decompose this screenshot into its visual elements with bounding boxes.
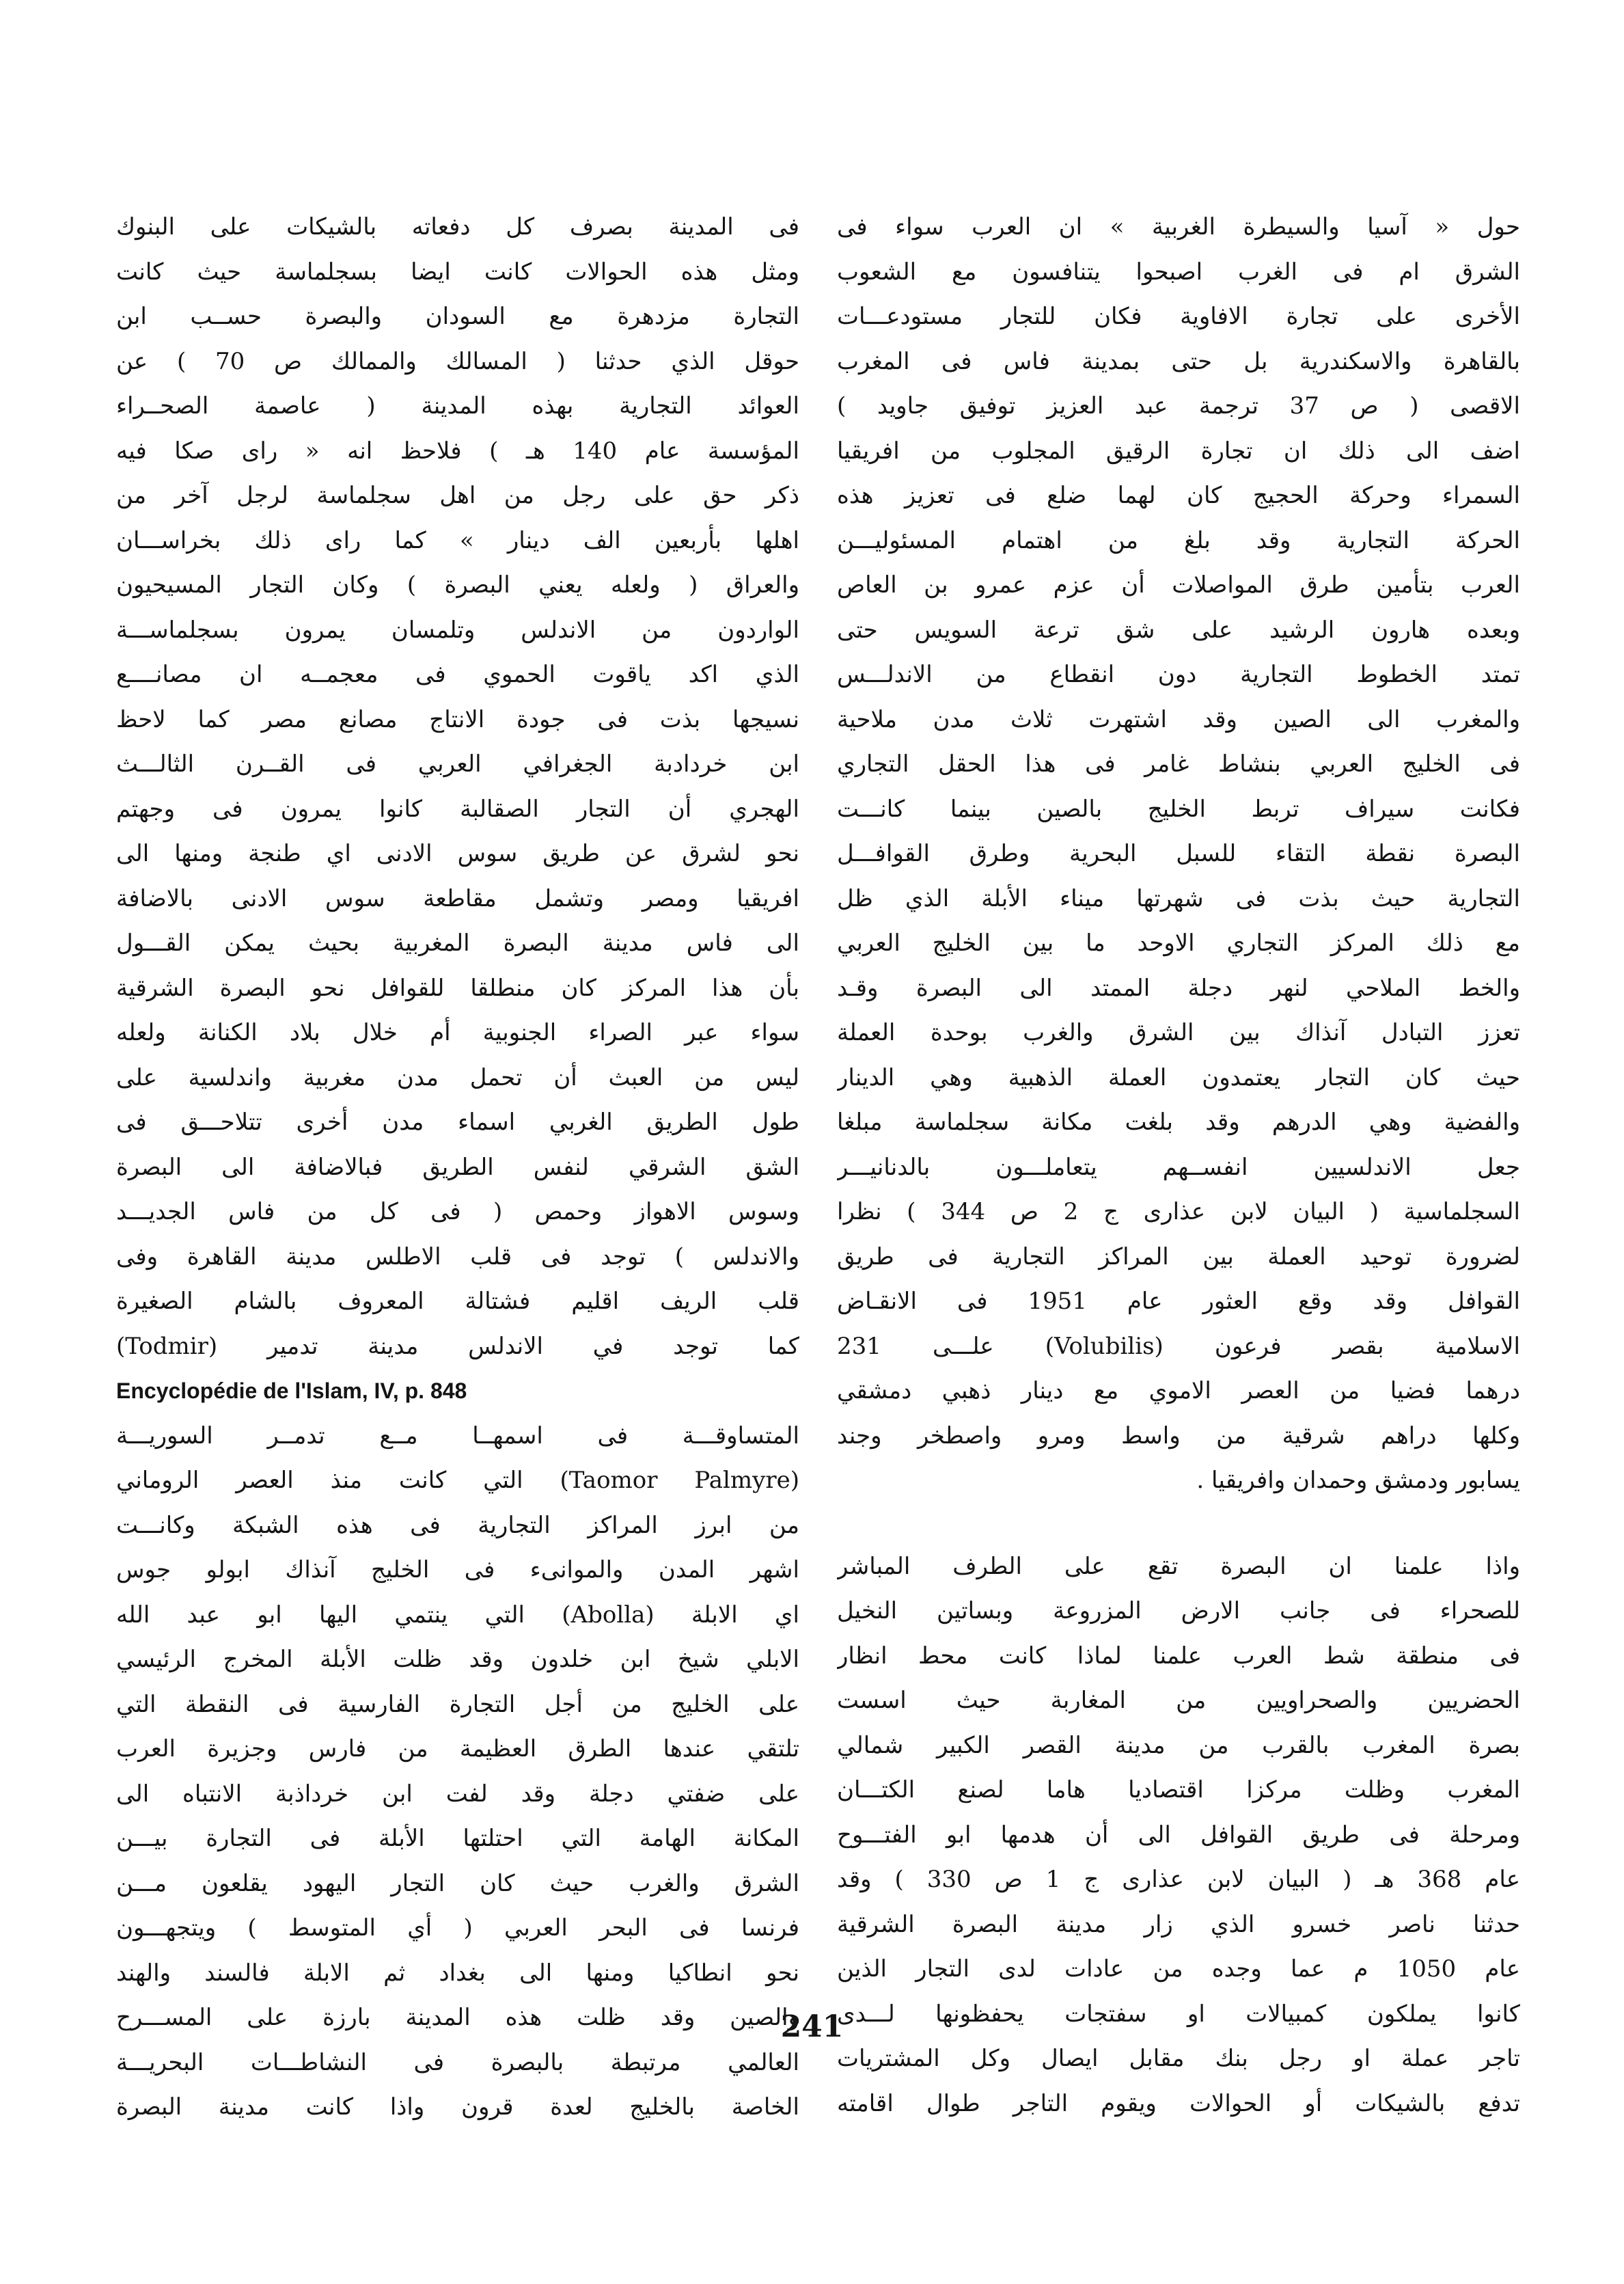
text-line: والخط الملاحي لنهر دجلة الممتد الى البصرة وقـد [837, 974, 1520, 1002]
text-line: سواء عبر الصراء الجنوبية أم خلال بلاد الكنانة ولعله [116, 1019, 799, 1046]
text-line: للصحراء فى جانب الارض المزروعة وبساتين النخيل [837, 1597, 1520, 1624]
text-line: الابلي شيخ ابن خلدون وقد ظلت الأبلة المخرج الرئيسي [116, 1646, 799, 1673]
text-line: تمتد الخطوط التجارية دون انقطاع من الاندلـــس [837, 661, 1520, 688]
text-line: فرنسا فى البحر العربي ( أي المتوسط ) ويتجهـــون [116, 1914, 799, 1942]
text-line: قلب الريف اقليم فشتالة المعروف بالشام الصغيرة [116, 1288, 799, 1315]
text-line: الذي اكد ياقوت الحموي فى معجمــه ان مصانــــع [116, 661, 799, 688]
text-line: المتساوقـــة فى اسمهــا مــع تدمــر السوريـــة [116, 1422, 799, 1450]
text-line: فى الخليج العربي بنشاط غامر فى هذا الحقل التجاري [837, 750, 1520, 778]
text-line: وسوس الاهواز وحمص ( فى كل من فاس الجديـــد [116, 1198, 799, 1225]
text-line: ذكر حق على رجل من اهل سجلماسة لرجل آخر من [116, 482, 799, 509]
text-line: المؤسسة عام 140 هـ ) فلاحظ انه « راى صكا فيه [116, 437, 799, 465]
text-line: (Taomor Palmyre) التي كانت منذ العصر الروماني [116, 1467, 799, 1494]
text-line: الأخرى على تجارة الافاوية فكان للتجار مستودعـــات [837, 303, 1520, 330]
text-line: الشرق والغرب حيث كان التجار اليهود يقلعون مـــن [116, 1869, 799, 1897]
text-line: الهجري أن التجار الصقالبة كانوا يمرون فى وجهتم [116, 795, 799, 823]
text-line: افريقيا ومصر وتشمل مقاطعة سوس الادنى بالاضافة [116, 884, 799, 912]
text-line: درهما فضيا من العصر الاموي مع دينار ذهبي دمشقي [837, 1377, 1520, 1404]
text-line: تلتقي عندها الطرق العظيمة من فارس وجزيرة العرب [116, 1735, 799, 1763]
text-line: حول « آسيا والسيطرة الغربية » ان العرب سواء فى [837, 213, 1520, 241]
left-column [116, 205, 799, 2130]
text-line: والعراق ( ولعله يعني البصرة ) وكان التجار المسيحيون [116, 571, 799, 599]
text-line: نحو لشرق عن طريق سوس الادنى اي طنجة ومنها الى [116, 840, 799, 867]
text-line: حوقل الذي حدثنا ( المسالك والممالك ص 70 ) عن [116, 347, 799, 375]
text-line: التجارة مزدهرة مع السودان والبصرة حســب ابن [116, 303, 799, 330]
text-line: تعزز التبادل آنذاك بين الشرق والغرب بوحدة العملة [837, 1019, 1520, 1046]
text-line: الحضريين والصحراويين من المغاربة حيث اسست [837, 1687, 1520, 1714]
text-line: اضف الى ذلك ان تجارة الرقيق المجلوب من افريقيا [837, 437, 1520, 465]
text-line: فكانت سيراف تربط الخليج بالصين بينما كانـــت [837, 795, 1520, 823]
text-line: والاندلس ) توجد فى قلب الاطلس مدينة القاهرة وفى [116, 1242, 799, 1270]
text-line: وبعده هارون الرشيد على شق ترعة السويس حتى [837, 616, 1520, 644]
text-line: الخاصة بالخليج لعدة قرون واذا كانت مدينة البصرة [116, 2093, 799, 2121]
text-line: الحركة التجارية وقد بلغ من اهتمام المسئوليـــن [837, 526, 1520, 554]
text-line: فى منطقة شط العرب علمنا لماذا كانت محط انظار [837, 1642, 1520, 1670]
text-line: السمراء وحركة الحجيج كان لهما ضلع فى تعزيز هذه [837, 482, 1520, 509]
text-line: الشق الشرقي لنفس الطريق فبالاضافة الى البصرة [116, 1153, 799, 1181]
text-line: الى فاس مدينة البصرة المغربية بحيث يمكن القـــول [116, 929, 799, 957]
page-number: 241 [780, 2009, 844, 2044]
text-line: العرب بتأمين طرق المواصلات أن عزم عمرو بن العاص [837, 571, 1520, 599]
text-line: من ابرز المراكز التجارية فى هذه الشبكة وكانـــت [116, 1511, 799, 1539]
text-line: ومثل هذه الحوالات كانت ايضا بسجلماسة حيث كانت [116, 258, 799, 286]
text-line: فى المدينة بصرف كل دفعاته بالشيكات على البنوك [116, 213, 799, 241]
paragraph-gap [837, 1504, 1520, 1545]
paragraph-1 [837, 205, 1520, 1504]
text-line: العوائد التجارية بهذه المدينة ( عاصمة الصحــراء [116, 392, 799, 420]
text-line: البصرة نقطة التقاء للسبل البحرية وطرق القوافـــل [837, 840, 1520, 867]
text-line: واذا علمنا ان البصرة تقع على الطرف المباشر [837, 1552, 1520, 1580]
text-line: العالمي مرتبطة بالبصرة فى النشاطـــات البحريـــة [116, 2048, 799, 2076]
text-line: المغرب وظلت مركزا اقتصاديا هاما لصنع الكتـــان [837, 1776, 1520, 1804]
text-line: يسابور ودمشق وحمدان وافريقيا . [1196, 1467, 1520, 1494]
text-line: والمغرب الى الصين وقد اشتهرت ثلاث مدن ملاحية [837, 705, 1520, 733]
text-block-1 [116, 205, 799, 1369]
text-line: ومرحلة فى طريق القوافل الى أن هدمها ابو الفتـــوح [837, 1821, 1520, 1849]
text-line: مع ذلك المركز التجاري الاوحد ما بين الخليج العربي [837, 929, 1520, 957]
text-line: التجارية حيث بذت فى شهرتها ميناء الأبلة الذي ظل [837, 884, 1520, 912]
text-line: المكانة الهامة التي احتلتها الأبلة فى التجارة بيـــن [116, 1825, 799, 1852]
text-line: تدفع بالشيكات أو الحوالات ويقوم التاجر طوال اقامته [837, 2089, 1520, 2117]
text-line: لضرورة توحيد العملة بين المراكز التجارية فى طريق [837, 1242, 1520, 1270]
text-line: الواردون من الاندلس وتلمسان يمرون بسجلماســـة [116, 616, 799, 644]
text-line: وكلها دراهم شرقية من واسط ومرو واصطخر وجند [837, 1422, 1520, 1450]
reference-citation: Encyclopédie de l'Islam, IV, p. 848 [116, 1378, 467, 1403]
text-line: كانوا يملكون كمبيالات او سفتجات يحفظونها لـــدى [837, 2000, 1520, 2028]
text-line: الشرق ام فى الغرب اصبحوا يتنافسون مع الشعوب [837, 258, 1520, 286]
text-line: اهلها بأربعين الف دينار » كما راى ذلك بخراســـان [116, 526, 799, 554]
text-line: بأن هذا المركز كان منطلقا للقوافل نحو البصرة الشرقية [116, 974, 799, 1002]
text-line: نحو انطاكيا ومنها الى بغداد ثم الابلة فالسند والهند [116, 1959, 799, 1987]
text-line: عام 1050 م عما وجده من عادات لدى التجار الذين [837, 1955, 1520, 1983]
text-line: جعل الاندلسيين انفســهم يتعاملـــون بالدنانيـــر [837, 1153, 1520, 1181]
text-line: الاسلامية بقصر فرعون (Volubilis) علـــى 231 [837, 1332, 1520, 1360]
text-line: اشهر المدن والموانىء فى الخليج آنذاك ابولو جوس [116, 1556, 799, 1583]
text-line: السجلماسية ( البيان لابن عذارى ج 2 ص 344 ) نظرا [837, 1198, 1520, 1225]
text-line: على ضفتي دجلة وقد لفت ابن خرداذبة الانتباه الى [116, 1780, 799, 1808]
text-line: القوافل وقد وقع العثور عام 1951 فى الانقـاض [837, 1288, 1520, 1315]
text-line: ابن خردادبة الجغرافي العربي فى القــرن الثالـــث [116, 750, 799, 778]
text-line: حدثنا ناصر خسرو الذي زار مدينة البصرة الشرقية [837, 1910, 1520, 1938]
text-line: طول الطريق الغربي اسماء مدن أخرى تتلاحـــق فى [116, 1109, 799, 1136]
text-line: تاجر عملة او رجل بنك مقابل ايصال وكل المشتريات [837, 2045, 1520, 2072]
text-line: والصين وقد ظلت هذه المدينة بارزة على المســـرح [116, 2004, 799, 2031]
text-line: بصرة المغرب بالقرب من مدينة القصر الكبير شمالي [837, 1731, 1520, 1759]
text-line: ليس من العبث أن تحمل مدن مغربية واندلسية على [116, 1063, 799, 1091]
text-line: على الخليج من أجل التجارة الفارسية فى النقطة التي [116, 1690, 799, 1718]
text-line: والفضية وهي الدرهم وقد بلغت مكانة سجلماسة مبلغا [837, 1109, 1520, 1136]
right-column [837, 205, 1520, 2126]
text-line: عام 368 هـ ( البيان لابن عذارى ج 1 ص 330 ) وقد [837, 1866, 1520, 1893]
text-line: بالقاهرة والاسكندرية بل حتى بمدينة فاس فى المغرب [837, 347, 1520, 375]
text-line: كما توجد في الاندلس مدينة تدمير (Todmir) [116, 1332, 799, 1360]
text-line: نسيجها بذت فى جودة الانتاج مصانع مصر كما لاحظ [116, 705, 799, 733]
text-line: اي الابلة (Abolla) التي ينتمي اليها ابو عبد الله [116, 1601, 799, 1629]
text-line: الاقصى ( ص 37 ترجمة عبد العزيز توفيق جاويد ) [837, 392, 1520, 420]
text-line: حيث كان التجار يعتمدون العملة الذهبية وهي الدينار [837, 1063, 1520, 1091]
